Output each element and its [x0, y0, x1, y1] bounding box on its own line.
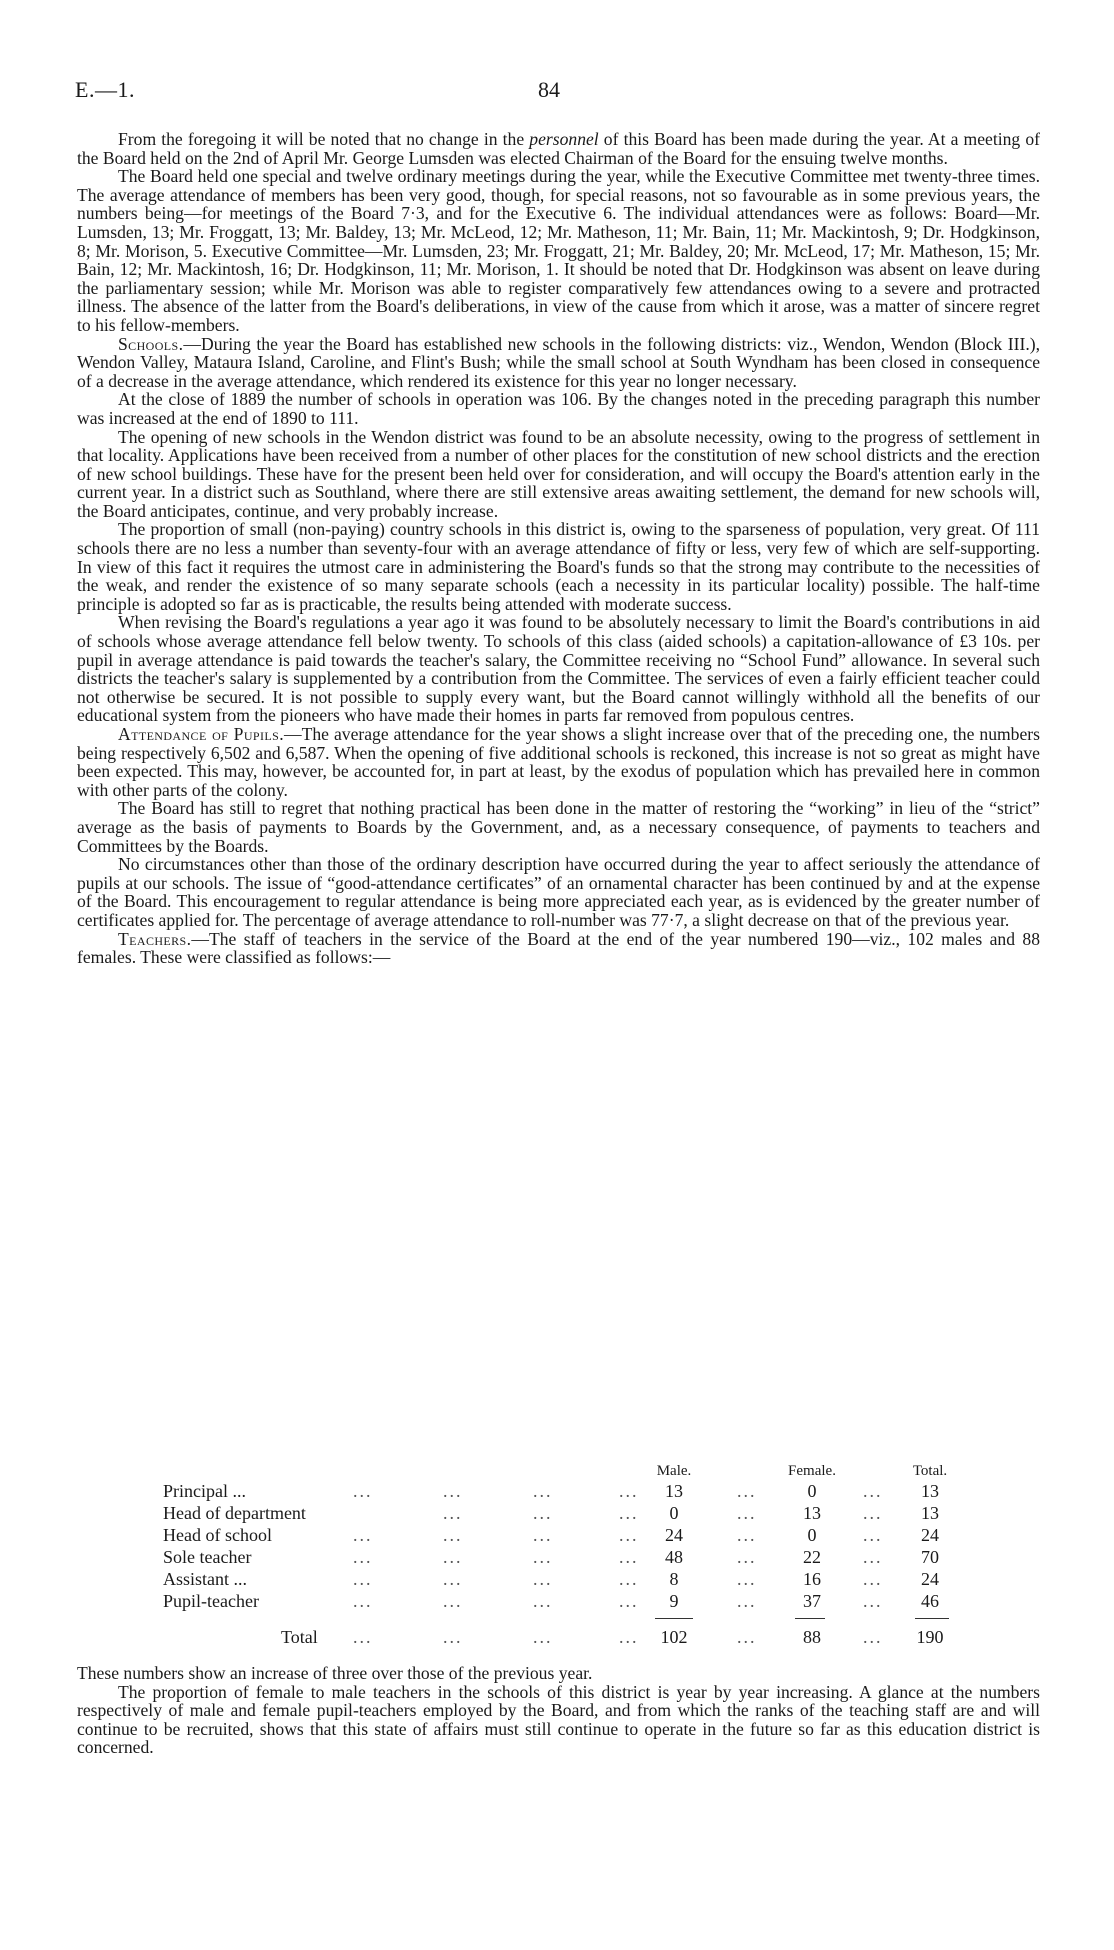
dot-leader: ...	[353, 1481, 373, 1501]
dot-leader: ...	[619, 1481, 639, 1501]
row-label: Head of department	[163, 1503, 306, 1523]
paragraph-meetings: The Board held one special and twelve ordinary meetings during the year, while the Executive Committee met twenty-three times. The average attendance of members has been very good, though, for special reasons, not so favourable as in some previous years, the numbers being—for meetings of the Board 7·3, and for the Executive 6. The individual attendances were as follows: Board—Mr. Lumsden, 13; Mr. Froggatt, 13; Mr. Baldey, 13; Mr. McLeod, 12; Mr. Matheson, 11; Mr. Bain, 11; Mr. Mackintosh, 9; Dr. Hodgkinson, 8; Mr. Morison, 5. Executive Committee—Mr. Lumsden, 23; Mr. Froggatt, 21; Mr. Baldey, 20; Mr. McLeod, 17; Mr. Matheson, 15; Mr. Bain, 12; Mr. Mackintosh, 16; Dr. Hodgkinson, 11; Mr. Morison, 1. It should be noted that Dr. Hodgkinson was absent on leave during the parliamentary session; while Mr. Morison was able to register comparatively few attendances owing to a severe and protracted illness. The absence of the latter from the Board's deliberations, in view of the cause from which it arose, was a matter of sincere regret to his fellow-members.	[77, 166, 1040, 335]
total-count: 70	[921, 1547, 939, 1567]
section-heading: Attendance of Pupils.	[118, 724, 284, 744]
dot-leader: ...	[443, 1627, 463, 1647]
female-count: 0	[807, 1525, 817, 1545]
table-row	[163, 1568, 993, 1590]
paragraph-small-schools: The proportion of small (non-paying) country schools in this district is, owing to the sparseness of population, very great. Of 111 schools there are no less a number than seventy-four with an average attendance of fifty or less, very few of which are self-supporting. In view of this fact it requires the utmost care in administering the Board's funds so that the strong may contribute to the necessities of the weak, and render the existence of so many separate schools (each a necessity in its particular locality) possible. The half-time principle is adopted so far as is practicable, the results being attended with moderate success.	[77, 519, 1040, 614]
paragraph-increase: These numbers show an increase of three over those of the previous year.	[77, 1663, 593, 1683]
paragraph-text: of this Board has been made during the year. At a meeting of the Board held on the 2nd of April Mr. George Lumsden was elected Chairman of the Board for the ensuing twelve months.	[77, 129, 1040, 168]
female-count: 16	[803, 1569, 821, 1589]
dot-leader: ...	[619, 1547, 639, 1567]
column-header-female: Female.	[788, 1463, 836, 1479]
male-count: 24	[665, 1525, 683, 1545]
table-header	[163, 1460, 993, 1480]
dot-leader: ...	[863, 1547, 883, 1567]
dot-leader: ...	[863, 1481, 883, 1501]
female-count: 13	[803, 1503, 821, 1523]
male-count: 9	[669, 1591, 679, 1611]
section-heading: Teachers.	[118, 928, 192, 949]
dot-leader: ...	[353, 1627, 373, 1647]
paragraph-text: —During the year the Board has established new schools in the following districts: viz., Wendon, Wendon (Block III.), Wendon Valley, Mataura Island, Caroline, and Flint's Bush; while the small school at South Wyndham has been closed in consequence of a decrease in the average attendance, which rendered its existence for this year no longer necessary.	[77, 333, 1040, 391]
dot-leader: ...	[353, 1569, 373, 1589]
female-count: 37	[803, 1591, 821, 1611]
total-count: 13	[921, 1503, 939, 1523]
male-count: 0	[669, 1503, 679, 1523]
grand-total: 190	[916, 1627, 944, 1647]
male-count: 8	[669, 1569, 679, 1589]
paragraph-female-proportion: The proportion of female to male teachers in the schools of this district is year by year increasing. A glance at the numbers respectively of male and female pupil-teachers employed by the Board, and from which the ranks of the teaching staff are and will continue to be recruited, shows that this state of affairs must still continue to operate in the future so far as this education district is concerned.	[77, 1681, 1040, 1758]
dot-leader: ...	[737, 1481, 757, 1501]
table-row	[163, 1590, 993, 1612]
paragraph-attendance	[77, 725, 1040, 799]
dot-leader: ...	[443, 1525, 463, 1545]
paragraph-working-average: The Board has still to regret that nothing practical has been done in the matter of restoring the “working” in lieu of the “strict” average as the basis of payments to Boards by the Government, and, as a necessary consequence, of payments to teachers and Committees by the Boards.	[77, 798, 1040, 856]
dot-leader: ...	[353, 1525, 373, 1545]
row-label: Pupil-teacher	[163, 1591, 259, 1611]
female-count: 22	[803, 1547, 821, 1567]
column-header-male: Male.	[656, 1463, 692, 1479]
paragraph-regulations: When revising the Board's regulations a year ago it was found to be absolutely necessary to limit the Board's contributions in aid of schools whose average attendance fell below twenty. To schools of this class (aided schools) a capitation-allowance of £3 10s. per pupil in average attendance is paid towards the teacher's salary, the Committee receiving no “School Fund” allowance. In several such districts the teacher's salary is supplemented by a contribution from the Committee. The services of even a fairly efficient teacher could not otherwise be secured. It is not possible to supply every want, but the Board cannot willingly withhold all the benefits of our educational system from the pioneers who have made their homes in parts far removed from populous centres.	[77, 612, 1040, 726]
body-text	[77, 130, 1040, 967]
paragraph-school-count: At the close of 1889 the number of schools in operation was 106. By the changes noted in the preceding paragraph this number was increased at the end of 1890 to 111.	[77, 389, 1040, 428]
page-number: 84	[538, 77, 560, 102]
table-row	[163, 1502, 993, 1524]
dot-leader: ...	[619, 1569, 639, 1589]
sum-rule	[795, 1618, 825, 1619]
dot-leader: ...	[533, 1547, 553, 1567]
section-heading: Schools.	[118, 333, 184, 354]
dot-leader: ...	[863, 1525, 883, 1545]
paragraph-teachers	[77, 930, 1040, 967]
sum-rule	[655, 1618, 693, 1619]
dot-leader: ...	[353, 1591, 373, 1611]
paragraph-text: —The staff of teachers in the service of the Board at the end of the year numbered 190—viz., 102 males and 88 females. These were classified as follows:—	[77, 928, 1040, 968]
dot-leader: ...	[533, 1591, 553, 1611]
page-reference: E.—1.	[75, 77, 135, 102]
total-label: Total	[281, 1627, 318, 1647]
teachers-classification-table	[163, 1460, 993, 1648]
dot-leader: ...	[619, 1627, 639, 1647]
dot-leader: ...	[737, 1525, 757, 1545]
paragraph-wendon: The opening of new schools in the Wendon district was found to be an absolute necessity, owing to the progress of settlement in that locality. Applications have been received from a number of other places for the constitution of new school districts and the erection of new school buildings. These have for the present been held over for consideration, and will occupy the Board's attention early in the current year. In a district such as Southland, where there are still extensive areas awaiting settlement, the demand for new schools will, the Board anticipates, continue, and very probably increase.	[77, 426, 1040, 521]
emphasis-text: personnel	[529, 129, 599, 149]
row-label: Head of school	[163, 1525, 272, 1545]
paragraph-text: —The average attendance for the year shows a slight increase over that of the preceding one, the numbers being respectively 6,502 and 6,587. When the opening of five additional schools is reckoned, this increase is not so great as might have been expected. This may, however, be accounted for, in part at least, by the exodus of population which has prevailed here in common with other parts of the colony.	[77, 724, 1040, 800]
dot-leader: ...	[863, 1569, 883, 1589]
table-total-row	[163, 1626, 993, 1648]
female-count: 0	[807, 1481, 817, 1501]
row-label: Principal ...	[163, 1481, 246, 1501]
dot-leader: ...	[863, 1591, 883, 1611]
dot-leader: ...	[533, 1569, 553, 1589]
total-count: 13	[921, 1481, 939, 1501]
total-count: 24	[921, 1525, 939, 1545]
dot-leader: ...	[533, 1503, 553, 1523]
dot-leader: ...	[737, 1547, 757, 1567]
closing-text	[77, 1664, 1040, 1757]
dot-leader: ...	[619, 1525, 639, 1545]
dot-leader: ...	[863, 1503, 883, 1523]
dot-leader: ...	[533, 1627, 553, 1647]
table-row	[163, 1524, 993, 1546]
total-count: 46	[921, 1591, 939, 1611]
dot-leader: ...	[443, 1591, 463, 1611]
dot-leader: ...	[533, 1525, 553, 1545]
dot-leader: ...	[737, 1627, 757, 1647]
dot-leader: ...	[737, 1591, 757, 1611]
row-label: Sole teacher	[163, 1547, 252, 1567]
dot-leader: ...	[443, 1569, 463, 1589]
paragraph-schools	[77, 335, 1040, 391]
paragraph-personnel	[77, 130, 1040, 167]
column-header-total: Total.	[912, 1463, 948, 1479]
table-row	[163, 1546, 993, 1568]
female-total: 88	[803, 1627, 821, 1647]
paragraph-text: From the foregoing it will be noted that no change in the	[118, 129, 530, 149]
paragraph-certificates: No circumstances other than those of the ordinary description have occurred during the year to affect seriously the attendance of pupils at our schools. The issue of “good-attendance certificates” of an ornamental character has been continued by and at the expense of the Board. This encouragement to regular attendance is being more appreciated each year, as is evidenced by the greater number of certificates applied for. The percentage of average attendance to roll-number was 77·7, a slight decrease on that of the previous year.	[77, 854, 1040, 930]
dot-leader: ...	[443, 1503, 463, 1523]
dot-leader: ...	[619, 1503, 639, 1523]
dot-leader: ...	[353, 1547, 373, 1567]
dot-leader: ...	[619, 1591, 639, 1611]
dot-leader: ...	[443, 1481, 463, 1501]
male-total: 102	[660, 1627, 688, 1647]
row-label: Assistant ...	[163, 1569, 248, 1589]
dot-leader: ...	[863, 1627, 883, 1647]
male-count: 13	[665, 1481, 683, 1501]
total-count: 24	[921, 1569, 939, 1589]
sum-rules	[163, 1612, 993, 1626]
male-count: 48	[665, 1547, 683, 1567]
sum-rule	[915, 1618, 949, 1619]
dot-leader: ...	[737, 1503, 757, 1523]
table-row	[163, 1480, 993, 1502]
dot-leader: ...	[737, 1569, 757, 1589]
dot-leader: ...	[533, 1481, 553, 1501]
dot-leader: ...	[443, 1547, 463, 1567]
